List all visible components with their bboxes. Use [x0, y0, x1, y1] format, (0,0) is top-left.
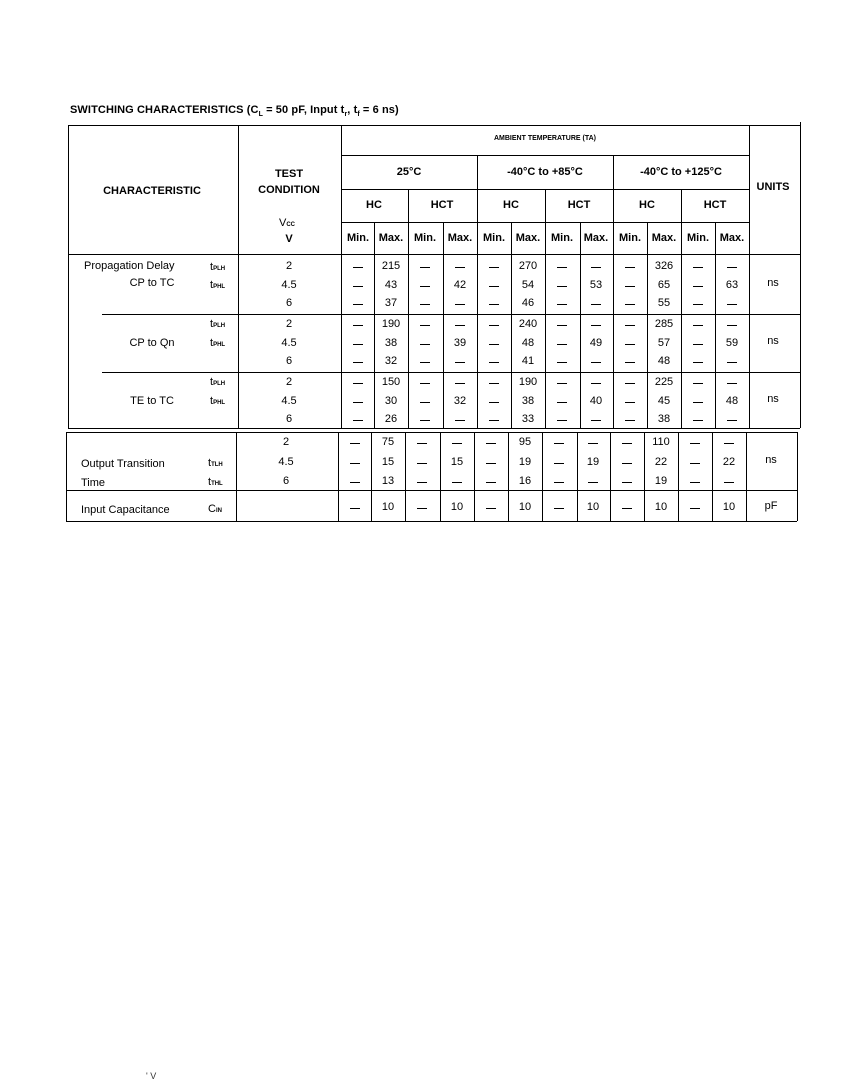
- value-cell: 22: [722, 456, 736, 468]
- value-cell: 190: [381, 318, 401, 330]
- value-cell: 38: [657, 413, 671, 425]
- table-left-rule: [68, 125, 69, 428]
- rule-v: [746, 432, 747, 521]
- value-cell: 15: [381, 456, 395, 468]
- rule-v: [408, 222, 409, 428]
- vcc-value: 6: [282, 475, 290, 487]
- rule-v: [474, 432, 475, 521]
- value-cell: 41: [521, 355, 535, 367]
- dash-cell: [557, 304, 567, 305]
- transition-bottom-rule: [66, 490, 797, 491]
- value-cell: 59: [725, 337, 739, 349]
- vcc-value: 4.5: [281, 337, 297, 349]
- rule-v: [443, 222, 444, 428]
- dash-cell: [353, 383, 363, 384]
- value-cell: 10: [450, 501, 464, 513]
- header-max: Max.: [583, 232, 609, 244]
- dash-cell: [625, 383, 635, 384]
- header-family-3: HCT: [567, 199, 591, 211]
- vcc-value: 2: [282, 436, 290, 448]
- value-cell: 240: [518, 318, 538, 330]
- dash-cell: [417, 463, 427, 464]
- dash-cell: [350, 508, 360, 509]
- value-cell: 42: [453, 279, 467, 291]
- value-cell: 38: [384, 337, 398, 349]
- dash-cell: [690, 443, 700, 444]
- sym-tlh: tTLH: [208, 457, 223, 469]
- dash-cell: [420, 325, 430, 326]
- value-cell: 215: [381, 260, 401, 272]
- value-cell: 33: [521, 413, 535, 425]
- sym-plh: tPLH: [210, 261, 226, 273]
- header-units: UNITS: [756, 181, 790, 193]
- unit-cell: pF: [764, 500, 778, 512]
- value-cell: 49: [589, 337, 603, 349]
- unit-cell: ns: [765, 454, 777, 466]
- rule-v: [236, 432, 237, 521]
- rule-v: [405, 432, 406, 521]
- sym-phl: tPHL: [210, 395, 226, 407]
- header-family-0: HC: [366, 199, 382, 211]
- header-min: Min.: [619, 232, 641, 244]
- value-cell: 54: [521, 279, 535, 291]
- dash-cell: [554, 482, 564, 483]
- rule-v: [610, 432, 611, 521]
- value-cell: 270: [518, 260, 538, 272]
- value-cell: 65: [657, 279, 671, 291]
- dash-cell: [420, 383, 430, 384]
- value-cell: 30: [384, 395, 398, 407]
- header-test: TEST: [274, 168, 304, 180]
- header-max: Max.: [719, 232, 745, 244]
- rule-v: [577, 432, 578, 521]
- dash-cell: [625, 304, 635, 305]
- dash-cell: [353, 325, 363, 326]
- lower-left-rule: [66, 432, 67, 521]
- dash-cell: [353, 344, 363, 345]
- header-min: Min.: [347, 232, 369, 244]
- vcc-value: 2: [285, 318, 293, 330]
- dash-cell: [557, 344, 567, 345]
- dash-cell: [557, 325, 567, 326]
- dash-cell: [693, 304, 703, 305]
- dash-cell: [486, 443, 496, 444]
- dash-cell: [727, 304, 737, 305]
- dash-cell: [420, 362, 430, 363]
- header-min: Min.: [551, 232, 573, 244]
- dash-cell: [455, 383, 465, 384]
- page-footer-mark: ' V: [146, 1071, 157, 1081]
- value-cell: 15: [450, 456, 464, 468]
- dash-cell: [591, 362, 601, 363]
- value-cell: 45: [657, 395, 671, 407]
- sym-phl: tPHL: [210, 279, 226, 291]
- dash-cell: [727, 362, 737, 363]
- dash-cell: [727, 325, 737, 326]
- dash-cell: [554, 508, 564, 509]
- value-cell: 40: [589, 395, 603, 407]
- value-cell: 75: [381, 436, 395, 448]
- dash-cell: [557, 402, 567, 403]
- dash-cell: [693, 286, 703, 287]
- header-family-2: HC: [503, 199, 519, 211]
- dash-cell: [690, 482, 700, 483]
- header-vcc-unit: V: [285, 233, 293, 245]
- group-rule: [102, 314, 800, 315]
- dash-cell: [724, 482, 734, 483]
- value-cell: 16: [518, 475, 532, 487]
- vcc-value: 4.5: [278, 456, 294, 468]
- dash-cell: [727, 383, 737, 384]
- value-cell: 48: [657, 355, 671, 367]
- lower-top-rule: [66, 432, 797, 433]
- dash-cell: [353, 402, 363, 403]
- rule-v: [440, 432, 441, 521]
- dash-cell: [350, 482, 360, 483]
- dash-cell: [557, 362, 567, 363]
- table-title: SWITCHING CHARACTERISTICS ($C_L = 50$ pF, Input $t_r$, $t_f = 6$ ns): [70, 104, 399, 119]
- dash-cell: [452, 482, 462, 483]
- header-vcc: VCC: [279, 217, 296, 229]
- dash-cell: [625, 420, 635, 421]
- value-cell: 43: [384, 279, 398, 291]
- vcc-value: 6: [285, 413, 293, 425]
- header-family-1: HCT: [430, 199, 454, 211]
- value-cell: 326: [654, 260, 674, 272]
- value-cell: 39: [453, 337, 467, 349]
- rule-v: [545, 222, 546, 428]
- value-cell: 22: [654, 456, 668, 468]
- dash-cell: [557, 383, 567, 384]
- dash-cell: [417, 508, 427, 509]
- dash-cell: [591, 304, 601, 305]
- ambient-rule: [341, 155, 749, 156]
- dash-cell: [420, 286, 430, 287]
- rule-v: [712, 432, 713, 521]
- unit-cell: ns: [767, 335, 779, 347]
- rule-v: [681, 222, 682, 428]
- value-cell: 55: [657, 297, 671, 309]
- rule-v: [338, 432, 339, 521]
- dash-cell: [591, 420, 601, 421]
- rule-v: [613, 222, 614, 428]
- dash-cell: [588, 443, 598, 444]
- dash-cell: [489, 344, 499, 345]
- dash-cell: [622, 482, 632, 483]
- value-cell: 10: [722, 501, 736, 513]
- header-condition: CONDITION: [258, 184, 320, 196]
- dash-cell: [350, 463, 360, 464]
- value-cell: 19: [654, 475, 668, 487]
- rule-v: [580, 222, 581, 428]
- value-cell: 150: [381, 376, 401, 388]
- dash-cell: [690, 463, 700, 464]
- dash-cell: [693, 402, 703, 403]
- dash-cell: [724, 443, 734, 444]
- value-cell: 37: [384, 297, 398, 309]
- dash-cell: [455, 325, 465, 326]
- dash-cell: [489, 402, 499, 403]
- dash-cell: [690, 508, 700, 509]
- dash-cell: [693, 383, 703, 384]
- char-sublabel: CP to Qn: [129, 337, 175, 349]
- dash-cell: [693, 325, 703, 326]
- dash-cell: [420, 402, 430, 403]
- dash-cell: [353, 362, 363, 363]
- dash-cell: [353, 286, 363, 287]
- dash-cell: [420, 267, 430, 268]
- dash-cell: [455, 420, 465, 421]
- value-cell: 10: [381, 501, 395, 513]
- header-ambient: AMBIENT TEMPERATURE (TA): [493, 135, 597, 142]
- upper-bottom-rule: [68, 428, 800, 429]
- dash-cell: [693, 344, 703, 345]
- dash-cell: [622, 508, 632, 509]
- dash-cell: [557, 267, 567, 268]
- dash-cell: [452, 443, 462, 444]
- char-sublabel: TE to TC: [130, 395, 174, 407]
- dash-cell: [489, 267, 499, 268]
- header-bottom-rule: [68, 254, 800, 255]
- vcc-value: 6: [285, 297, 293, 309]
- value-cell: 225: [654, 376, 674, 388]
- dash-cell: [353, 420, 363, 421]
- sym-cin: CIN: [208, 503, 222, 515]
- value-cell: 32: [453, 395, 467, 407]
- table-top-rule: [68, 125, 800, 126]
- rule-v: [477, 222, 478, 428]
- vcc-value: 6: [285, 355, 293, 367]
- dash-cell: [353, 304, 363, 305]
- value-cell: 46: [521, 297, 535, 309]
- char-col-rule: [238, 125, 239, 428]
- rule-v: [371, 432, 372, 521]
- dash-cell: [588, 482, 598, 483]
- dash-cell: [489, 420, 499, 421]
- dash-cell: [455, 267, 465, 268]
- value-cell: 13: [381, 475, 395, 487]
- header-min: Min.: [414, 232, 436, 244]
- dash-cell: [693, 362, 703, 363]
- group-rule: [102, 372, 800, 373]
- dash-cell: [693, 267, 703, 268]
- value-cell: 32: [384, 355, 398, 367]
- header-family-5: HCT: [703, 199, 727, 211]
- rule-v: [508, 432, 509, 521]
- header-max: Max.: [651, 232, 677, 244]
- dash-cell: [622, 443, 632, 444]
- dash-cell: [489, 383, 499, 384]
- value-cell: 10: [518, 501, 532, 513]
- value-cell: 285: [654, 318, 674, 330]
- dash-cell: [420, 304, 430, 305]
- value-cell: 19: [518, 456, 532, 468]
- dash-cell: [420, 344, 430, 345]
- rule-v: [511, 222, 512, 428]
- units-col-rule: [749, 125, 750, 428]
- unit-cell: ns: [767, 393, 779, 405]
- dash-cell: [727, 420, 737, 421]
- dash-cell: [486, 508, 496, 509]
- rule-v: [678, 432, 679, 521]
- value-cell: 26: [384, 413, 398, 425]
- vcc-value: 2: [285, 376, 293, 388]
- dash-cell: [353, 267, 363, 268]
- vcc-value: 4.5: [281, 395, 297, 407]
- value-cell: 48: [725, 395, 739, 407]
- dash-cell: [489, 325, 499, 326]
- dash-cell: [489, 304, 499, 305]
- header-max: Max.: [515, 232, 541, 244]
- dash-cell: [420, 420, 430, 421]
- header-characteristic: CHARACTERISTIC: [103, 185, 201, 197]
- sym-thl: tTHL: [208, 476, 223, 488]
- sym-plh: tPLH: [210, 318, 226, 330]
- dash-cell: [417, 443, 427, 444]
- value-cell: 53: [589, 279, 603, 291]
- rule-v: [644, 432, 645, 521]
- header-family-4: HC: [639, 199, 655, 211]
- value-cell: 110: [652, 436, 670, 448]
- dash-cell: [693, 420, 703, 421]
- dash-cell: [625, 286, 635, 287]
- test-col-rule: [341, 125, 342, 428]
- vcc-value: 2: [285, 260, 293, 272]
- sym-phl: tPHL: [210, 337, 226, 349]
- dash-cell: [486, 463, 496, 464]
- dash-cell: [591, 383, 601, 384]
- transition-label: Output Transition: [81, 458, 165, 470]
- dash-cell: [625, 267, 635, 268]
- header-min: Min.: [687, 232, 709, 244]
- value-cell: 95: [518, 436, 532, 448]
- rule-v: [647, 222, 648, 428]
- dash-cell: [591, 267, 601, 268]
- dash-cell: [554, 463, 564, 464]
- value-cell: 63: [725, 279, 739, 291]
- value-cell: 190: [518, 376, 538, 388]
- dash-cell: [727, 267, 737, 268]
- sym-plh: tPLH: [210, 376, 226, 388]
- value-cell: 19: [586, 456, 600, 468]
- header-temp-1: -40°C to +85°C: [507, 166, 583, 178]
- rule-v: [715, 222, 716, 428]
- dash-cell: [489, 362, 499, 363]
- dash-cell: [625, 362, 635, 363]
- dash-cell: [625, 344, 635, 345]
- lower-right-rule: [797, 432, 798, 521]
- char-label: Propagation Delay: [84, 260, 175, 272]
- dash-cell: [591, 325, 601, 326]
- value-cell: 10: [654, 501, 668, 513]
- dash-cell: [455, 304, 465, 305]
- dash-cell: [557, 286, 567, 287]
- dash-cell: [622, 463, 632, 464]
- header-max: Max.: [447, 232, 473, 244]
- dash-cell: [489, 286, 499, 287]
- header-temp-0: 25°C: [396, 166, 422, 178]
- vcc-value: 4.5: [281, 279, 297, 291]
- header-min: Min.: [483, 232, 505, 244]
- transition-label-2: Time: [81, 477, 106, 489]
- lower-bottom-rule: [66, 521, 797, 522]
- rule-v: [542, 432, 543, 521]
- dash-cell: [625, 325, 635, 326]
- dash-cell: [554, 443, 564, 444]
- value-cell: 48: [521, 337, 535, 349]
- rule-v: [374, 222, 375, 428]
- unit-cell: ns: [767, 277, 779, 289]
- value-cell: 57: [657, 337, 671, 349]
- value-cell: 10: [586, 501, 600, 513]
- dash-cell: [625, 402, 635, 403]
- value-cell: 38: [521, 395, 535, 407]
- dash-cell: [455, 362, 465, 363]
- dash-cell: [350, 443, 360, 444]
- header-max: Max.: [378, 232, 404, 244]
- capacitance-label: Input Capacitance: [81, 504, 170, 516]
- dash-cell: [486, 482, 496, 483]
- table-right-rule: [800, 122, 801, 428]
- header-temp-2: -40°C to +125°C: [640, 166, 722, 178]
- dash-cell: [417, 482, 427, 483]
- dash-cell: [557, 420, 567, 421]
- char-sublabel: CP to TC: [129, 277, 175, 289]
